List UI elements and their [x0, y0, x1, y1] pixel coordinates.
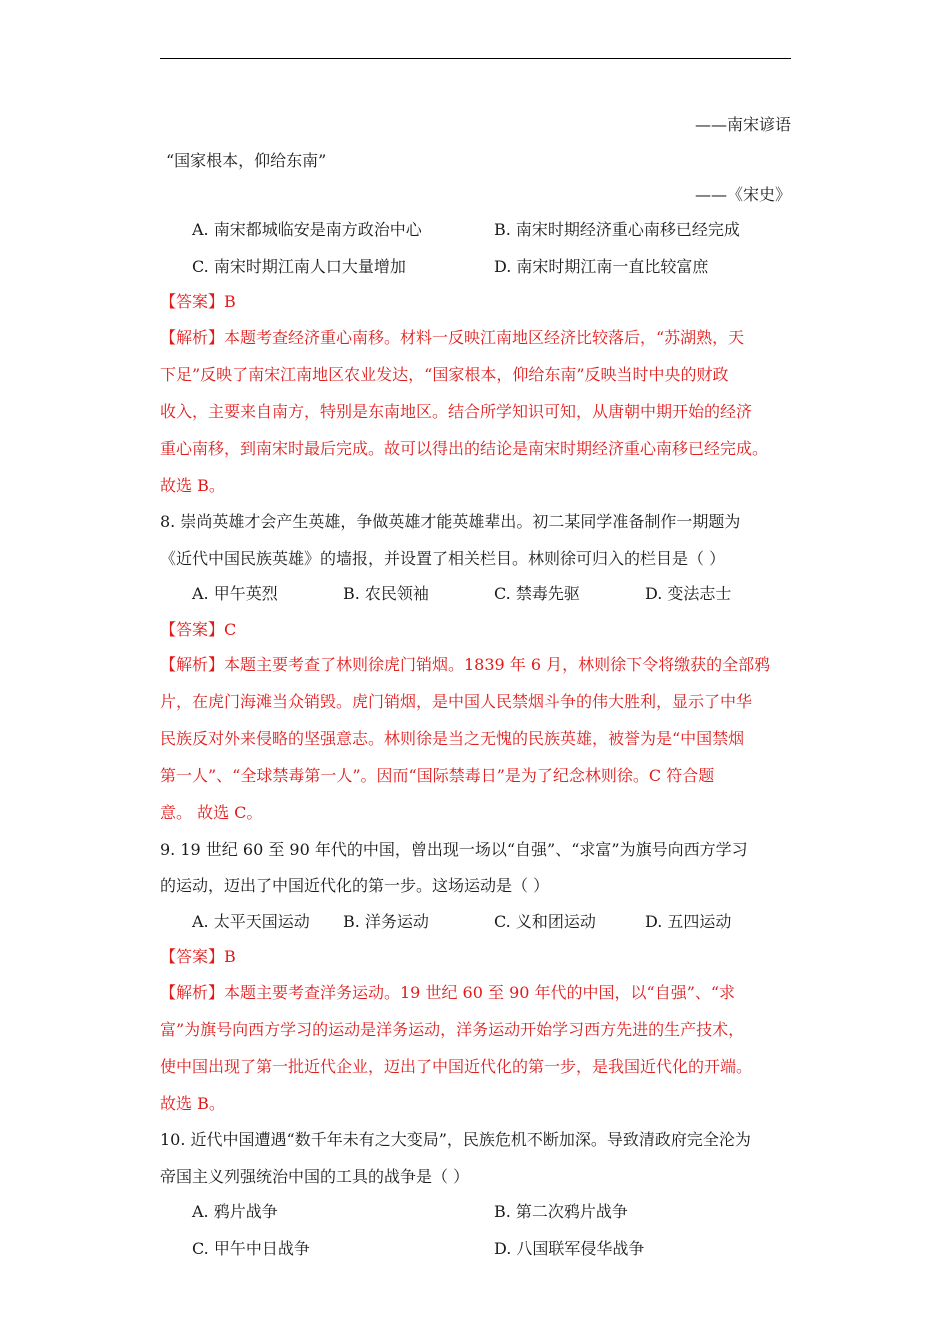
q7-analysis-line: 【解析】本题考查经济重心南移。材料一反映江南地区经济比较落后，“苏湖熟，天 — [160, 328, 745, 347]
q9-stem-line: 的运动，迈出了中国近代化的第一步。这场运动是（ ） — [160, 876, 550, 895]
q8-answer: 【答案】C — [160, 620, 237, 639]
q8-stem-line: 《近代中国民族英雄》的墙报，并设置了相关栏目。林则徐可归入的栏目是（ ） — [160, 549, 726, 568]
q7-quote-2: “国家根本，仰给东南” — [166, 151, 327, 170]
q8-analysis-line: 片，在虎门海滩当众销毁。虎门销烟，是中国人民禁烟斗争的伟大胜利，显示了中华 — [160, 692, 753, 711]
q9-option-d[interactable]: D. 五四运动 — [645, 912, 732, 931]
q7-analysis-line: 故选 B。 — [160, 476, 225, 495]
q7-option-a[interactable]: A. 南宋都城临安是南方政治中心 — [192, 220, 422, 239]
q8-analysis-line: 第一人”、“全球禁毒第一人”。因而“国际禁毒日”是为了纪念林则徐。C 符合题 — [160, 766, 715, 785]
q8-analysis-line: 【解析】本题主要考查了林则徐虎门销烟。1839 年 6 月，林则徐下令将缴获的全部鸦 — [160, 655, 771, 674]
q9-option-c[interactable]: C. 义和团运动 — [494, 912, 596, 931]
q9-analysis-line: 使中国出现了第一批近代企业，迈出了中国近代化的第一步，是我国近代化的开端。 — [160, 1057, 753, 1076]
q7-answer: 【答案】B — [160, 292, 236, 311]
q7-source-2: ——《宋史》 — [694, 185, 791, 204]
q8-option-c[interactable]: C. 禁毒先驱 — [494, 584, 580, 603]
q10-option-a[interactable]: A. 鸦片战争 — [192, 1202, 278, 1221]
q7-option-c[interactable]: C. 南宋时期江南人口大量增加 — [192, 257, 406, 276]
q9-analysis-line: 【解析】本题主要考查洋务运动。19 世纪 60 至 90 年代的中国，以“自强”、“求 — [160, 983, 736, 1002]
q8-analysis-line: 意。 故选 C。 — [160, 803, 263, 822]
q9-analysis-line: 富”为旗号向西方学习的运动是洋务运动，洋务运动开始学习西方先进的生产技术， — [160, 1020, 745, 1039]
q10-option-d[interactable]: D. 八国联军侵华战争 — [494, 1239, 645, 1258]
header-divider — [160, 58, 791, 59]
q9-stem-line: 9. 19 世纪 60 至 90 年代的中国，曾出现一场以“自强”、“求富”为旗号向西方学习 — [160, 840, 748, 859]
q7-analysis-line: 重心南移，到南宋时最后完成。故可以得出的结论是南宋时期经济重心南移已经完成。 — [160, 439, 769, 458]
q10-option-b[interactable]: B. 第二次鸦片战争 — [494, 1202, 628, 1221]
q8-stem-line: 8. 崇尚英雄才会产生英雄，争做英雄才能英雄辈出。初二某同学准备制作一期题为 — [160, 512, 741, 531]
q7-option-d[interactable]: D. 南宋时期江南一直比较富庶 — [494, 257, 709, 276]
q8-option-a[interactable]: A. 甲午英烈 — [192, 584, 278, 603]
q7-analysis-line: 收入，主要来自南方，特别是东南地区。结合所学知识可知，从唐朝中期开始的经济 — [160, 402, 753, 421]
q7-analysis-line: 下足”反映了南宋江南地区农业发达，“国家根本，仰给东南”反映当时中央的财政 — [160, 365, 729, 384]
q7-option-b[interactable]: B. 南宋时期经济重心南移已经完成 — [494, 220, 740, 239]
q9-answer: 【答案】B — [160, 947, 236, 966]
q10-stem-line: 10. 近代中国遭遇“数千年未有之大变局”，民族危机不断加深。导致清政府完全沦为 — [160, 1130, 751, 1149]
q7-source-1: ——南宋谚语 — [694, 115, 791, 134]
q8-analysis-line: 民族反对外来侵略的坚强意志。林则徐是当之无愧的民族英雄，被誉为是“中国禁烟 — [160, 729, 745, 748]
q9-analysis-line: 故选 B。 — [160, 1094, 225, 1113]
q10-option-c[interactable]: C. 甲午中日战争 — [192, 1239, 310, 1258]
q8-option-d[interactable]: D. 变法志士 — [645, 584, 732, 603]
q9-option-a[interactable]: A. 太平天国运动 — [192, 912, 310, 931]
q9-option-b[interactable]: B. 洋务运动 — [343, 912, 429, 931]
q8-option-b[interactable]: B. 农民领袖 — [343, 584, 429, 603]
q10-stem-line: 帝国主义列强统治中国的工具的战争是（ ） — [160, 1167, 470, 1186]
